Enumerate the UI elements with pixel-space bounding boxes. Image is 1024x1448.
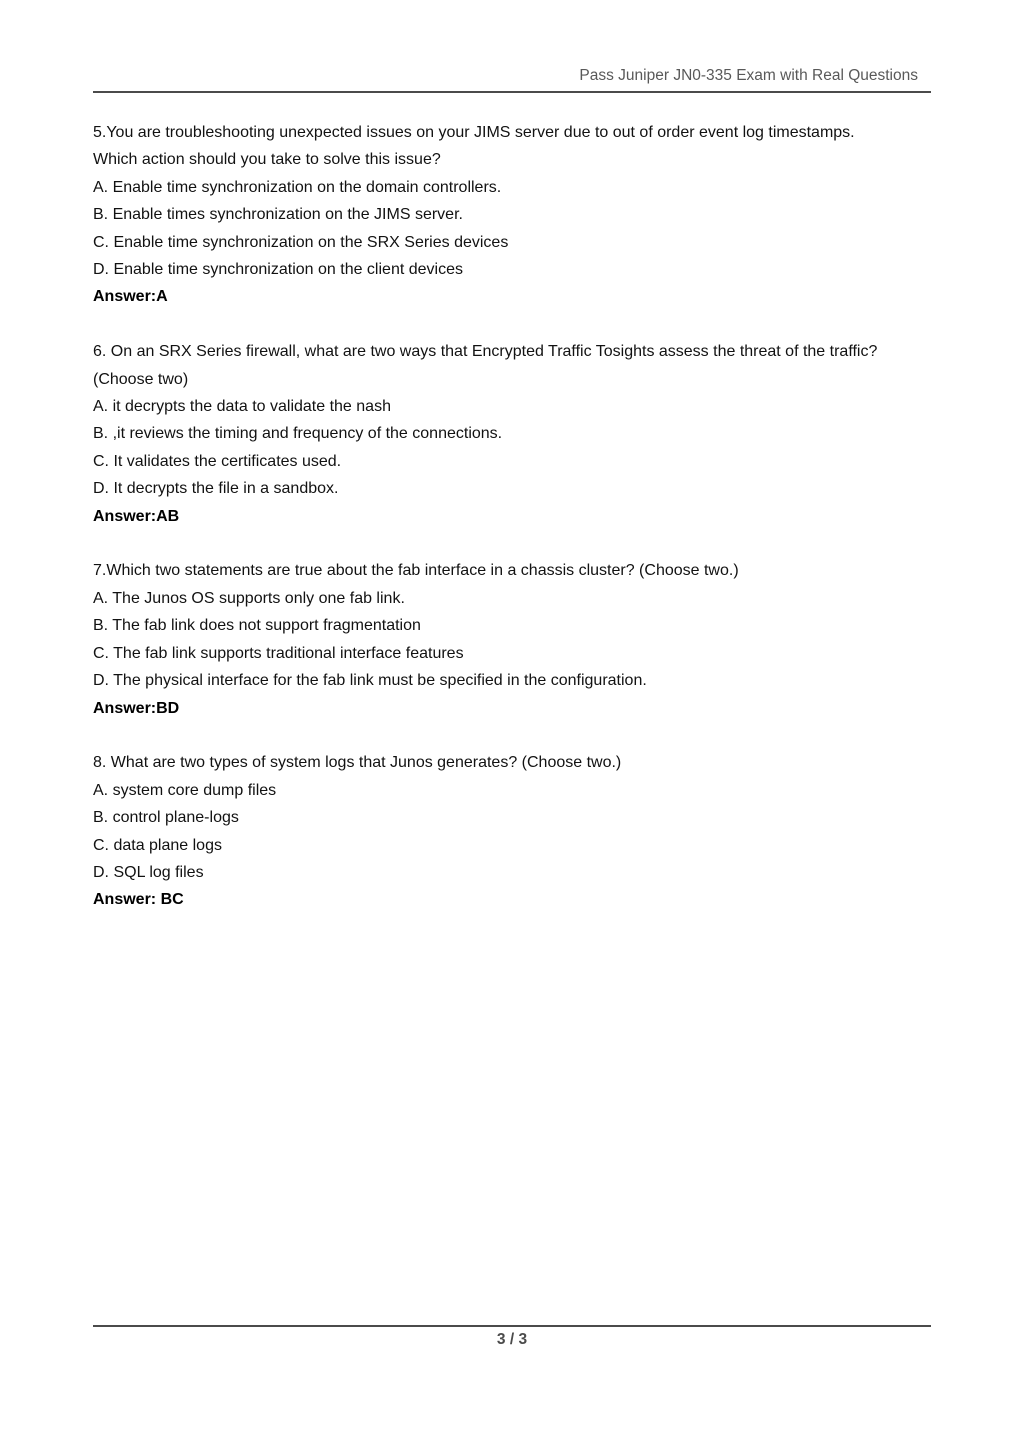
answer-option-b: B. control plane-logs bbox=[93, 809, 239, 827]
page-number: 3 / 3 bbox=[496, 1331, 528, 1348]
answer-option-a: A. Enable time synchronization on the domain controllers. bbox=[93, 178, 502, 196]
question-stem: 8. What are two types of system logs that Junos generates? (Choose two.) bbox=[93, 754, 622, 772]
question-block-8 bbox=[93, 749, 931, 913]
question-block-5 bbox=[93, 119, 931, 311]
answer-option-d: D. Enable time synchronization on the client devices bbox=[93, 261, 463, 279]
answer-option-d: D. SQL log files bbox=[93, 863, 204, 881]
answer-option-b: B. Enable times synchronization on the JIMS server. bbox=[93, 206, 463, 224]
page-header bbox=[93, 66, 931, 93]
answer-line: Answer:BD bbox=[93, 699, 180, 717]
answer-line: Answer: BC bbox=[93, 891, 184, 909]
page-content bbox=[93, 119, 931, 941]
question-stem: Which action should you take to solve this issue? bbox=[93, 151, 441, 169]
answer-option-c: C. It validates the certificates used. bbox=[93, 452, 342, 470]
answer-option-b: B. ,it reviews the timing and frequency of the connections. bbox=[93, 425, 503, 443]
question-stem: 7.Which two statements are true about the fab interface in a chassis cluster? (Choose two.) bbox=[93, 562, 739, 580]
answer-option-c: C. data plane logs bbox=[93, 836, 222, 854]
header-title: Pass Juniper JN0-335 Exam with Real Questions bbox=[579, 67, 918, 84]
answer-option-c: C. Enable time synchronization on the SRX Series devices bbox=[93, 233, 509, 251]
answer-option-d: D. The physical interface for the fab link must be specified in the configuration. bbox=[93, 672, 647, 690]
answer-option-a: A. system core dump files bbox=[93, 781, 277, 799]
answer-option-a: A. The Junos OS supports only one fab link. bbox=[93, 589, 405, 607]
answer-option-c: C. The fab link supports traditional interface features bbox=[93, 644, 464, 662]
answer-line: Answer:A bbox=[93, 288, 168, 306]
question-stem: 6. On an SRX Series firewall, what are two ways that Encrypted Traffic Tosights assess the threat of the traffic? (Choose two) bbox=[93, 343, 878, 388]
answer-option-a: A. it decrypts the data to validate the nash bbox=[93, 398, 391, 416]
answer-option-b: B. The fab link does not support fragmentation bbox=[93, 617, 421, 635]
page-footer bbox=[93, 1325, 931, 1350]
answer-option-d: D. It decrypts the file in a sandbox. bbox=[93, 480, 339, 498]
answer-line: Answer:AB bbox=[93, 507, 180, 525]
question-stem: 5.You are troubleshooting unexpected issues on your JIMS server due to out of order event log timestamps. bbox=[93, 124, 855, 141]
question-block-6 bbox=[93, 338, 931, 530]
question-block-7 bbox=[93, 557, 931, 721]
